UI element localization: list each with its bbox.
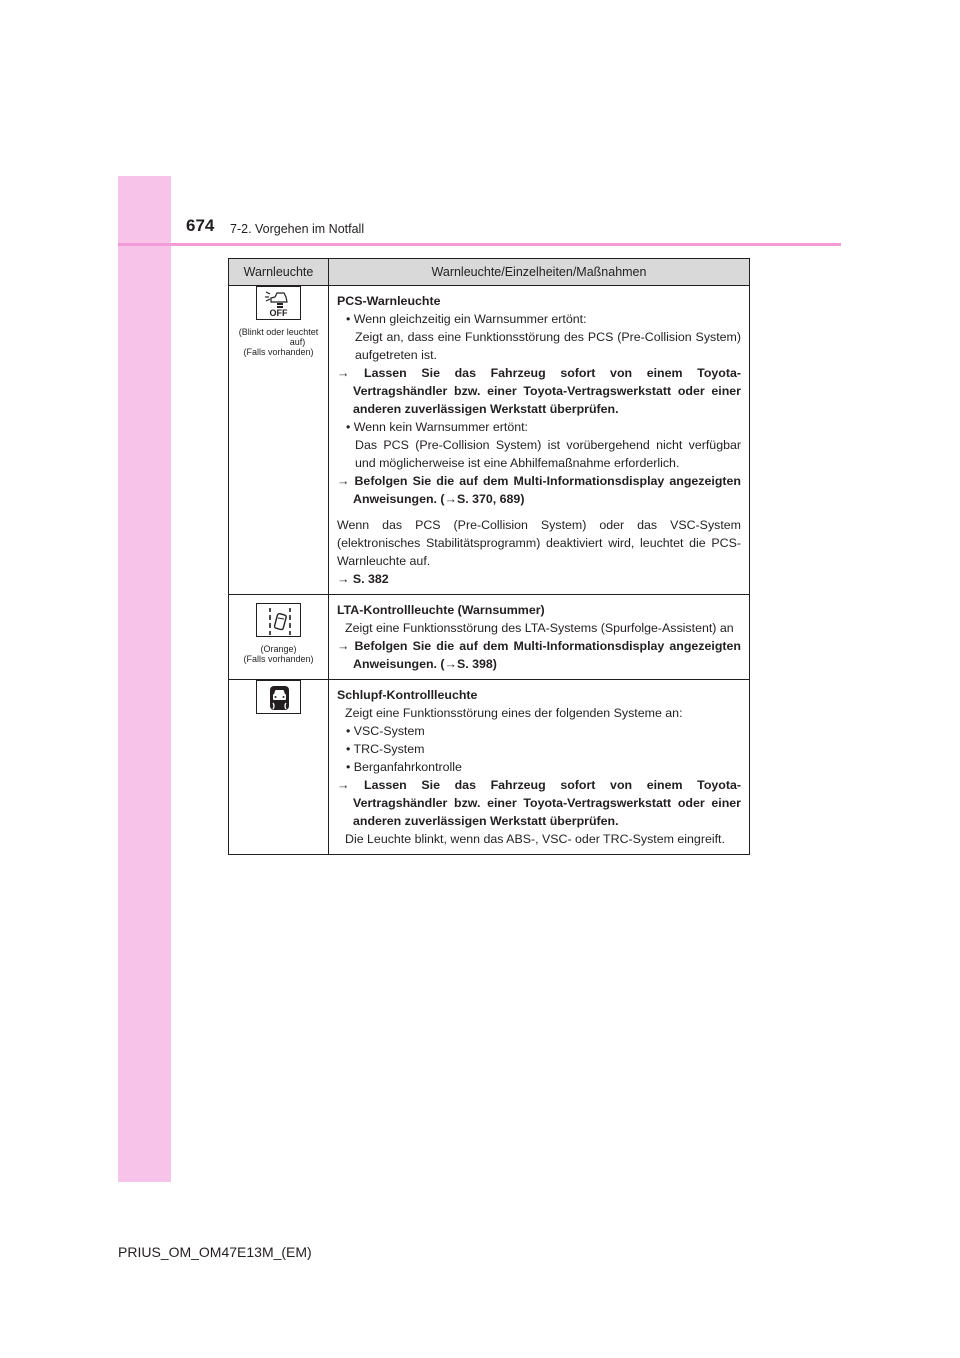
note-slip: Die Leuchte blinkt, wenn das ABS-, VSC- oder TRC-System eingreift. bbox=[345, 832, 725, 846]
header-rule bbox=[118, 243, 841, 246]
table-header-row bbox=[229, 259, 750, 286]
icon-cell bbox=[229, 680, 329, 855]
entry-title-lta: LTA-Kontrollleuchte (Warnsummer) bbox=[337, 603, 545, 617]
icon-cell bbox=[229, 595, 329, 680]
icon-note-pcs-1: (Blinkt oder leuchtet bbox=[238, 327, 319, 337]
icon-note-pcs-2: auf) bbox=[289, 337, 306, 347]
text-slip: Zeigt eine Funktionsstörung eines der folgenden Systeme an: bbox=[345, 706, 683, 720]
pcs-icon-off-label: OFF bbox=[269, 308, 288, 318]
action-slip-1: → Lassen Sie das Fahrzeug sofort von einem Toyota-Vertragshändler bzw. einer Toyota-Vertragswerkstatt oder einer anderen zuverlässigen Werkstatt überprüfen. bbox=[337, 778, 741, 828]
col-header-warnleuchte: Warnleuchte bbox=[229, 259, 329, 286]
warning-light-table bbox=[228, 258, 750, 855]
table-row bbox=[229, 286, 750, 595]
list-item: • Berganfahrkontrolle bbox=[346, 760, 462, 774]
action-pcs-3: → S. 382 bbox=[337, 572, 389, 586]
lta-lane-icon bbox=[256, 603, 301, 637]
icon-cell bbox=[229, 286, 329, 595]
table-row bbox=[229, 595, 750, 680]
entry-title-slip: Schlupf-Kontrollleuchte bbox=[337, 688, 478, 702]
action-pcs-2: → Befolgen Sie die auf dem Multi-Informationsdisplay angezeigten Anweisungen. (→S. 370, 689) bbox=[337, 474, 741, 506]
section-title: 7-2. Vorgehen im Notfall bbox=[230, 222, 365, 236]
icon-note-pcs-3: (Falls vorhanden) bbox=[243, 347, 314, 357]
icon-note-lta-1: (Orange) bbox=[260, 644, 297, 654]
page-number: 674 bbox=[186, 216, 215, 235]
details-cell bbox=[329, 595, 750, 680]
table-row bbox=[229, 680, 750, 855]
chapter-side-band bbox=[118, 176, 171, 1182]
icon-note-lta-2: (Falls vorhanden) bbox=[243, 654, 314, 664]
note-pcs: Wenn das PCS (Pre-Collision System) oder das VSC-System (elektronisches Stabilitätsprogramm) deaktiviert wird, leuchtet die PCS-Warnleuchte auf. bbox=[337, 518, 741, 568]
pcs-off-icon bbox=[256, 286, 301, 320]
slip-indicator-icon bbox=[256, 680, 301, 714]
bullet-pcs-1: • Wenn gleichzeitig ein Warnsummer ertönt: bbox=[346, 312, 587, 326]
details-cell bbox=[329, 680, 750, 855]
list-item: • TRC-System bbox=[346, 742, 425, 756]
document-code: PRIUS_OM_OM47E13M_(EM) bbox=[118, 1244, 312, 1260]
entry-title-pcs: PCS-Warnleuchte bbox=[337, 294, 441, 308]
col-header-details: Warnleuchte/Einzelheiten/Maßnahmen bbox=[329, 259, 750, 286]
action-lta-1: → Befolgen Sie die auf dem Multi-Informationsdisplay angezeigten Anweisungen. (→S. 398) bbox=[337, 639, 741, 671]
list-item: • VSC-System bbox=[346, 724, 425, 738]
bullet-text-pcs-2: Das PCS (Pre-Collision System) ist vorübergehend nicht verfügbar und möglicherweise ist eine Abhilfemaßnahme erforderlich. bbox=[355, 438, 741, 470]
bullet-text-pcs-1: Zeigt an, dass eine Funktionsstörung des PCS (Pre-Collision System) aufgetreten ist. bbox=[355, 330, 741, 362]
bullet-pcs-2: • Wenn kein Warnsummer ertönt: bbox=[346, 420, 528, 434]
text-lta: Zeigt eine Funktionsstörung des LTA-Systems (Spurfolge-Assistent) an bbox=[345, 621, 734, 635]
action-pcs-1: → Lassen Sie das Fahrzeug sofort von einem Toyota-Vertragshändler bzw. einer Toyota-Vertragswerkstatt oder einer anderen zuverlässigen Werkstatt überprüfen. bbox=[337, 366, 741, 416]
details-cell bbox=[329, 286, 750, 595]
